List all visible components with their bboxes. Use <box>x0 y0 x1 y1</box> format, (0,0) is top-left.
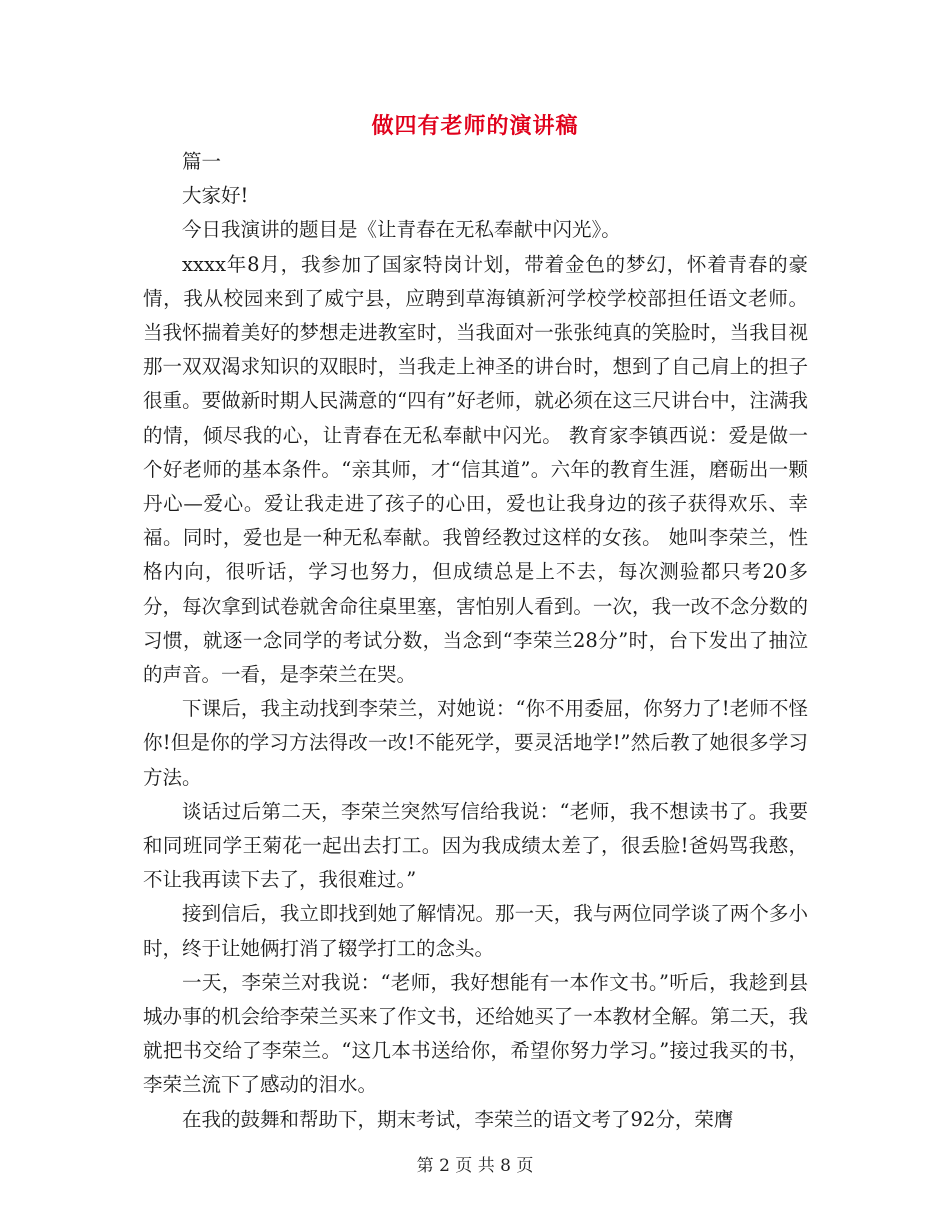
document-title: 做四有老师的演讲稿 <box>371 113 579 139</box>
paragraph: 篇一 <box>182 150 222 173</box>
paragraph: 大家好! <box>182 184 249 208</box>
document-body <box>143 145 808 1137</box>
paragraph: 一天，李荣兰对我说：“老师，我好想能有一本作文书。”听后，我趁到县城办事的机会给李荣兰买来了作文书，还给她买了一本教材全解。第二天，我就把书交给了李荣兰。“这几本书送给你，希望你努力学习。”接过我买的书，李荣兰流下了感动的泪水。 <box>143 970 808 1097</box>
page-footer: 第 2 页 共 8 页 <box>416 1156 534 1176</box>
paragraph: 接到信后，我立即找到她了解情况。那一天，我与两位同学谈了两个多小时，终于让她俩打消了辍学打工的念头。 <box>143 902 808 960</box>
paragraph: xxxx年8月，我参加了国家特岗计划，带着金色的梦幻，怀着青春的豪情，我从校园来到了威宁县，应聘到草海镇新河学校学校部担任语文老师。 当我怀揣着美好的梦想走进教室时，当我面对一张张纯真的笑脸时，当我目视那一双双渴求知识的双眼时，当我走上神圣的讲台时，想到了自己肩上的担子很重。要做新时期人民满意的“四有”好老师，就必须在这三尺讲台中，注满我的情，倾尽我的心，让青春在无私奉献中闪光。 教育家李镇西说：爱是做一个好老师的基本条件。“亲其师，才“信其道”。六年的教育生涯，磨砺出一颗丹心—爱心。爱让我走进了孩子的心田，爱也让我身边的孩子获得欢乐、幸福。同时，爱也是一种无私奉献。我曾经教过这样的女孩。 她叫李荣兰，性格内向，很听话，学习也努力，但成绩总是上不去，每次测验都只考20多分，每次拿到试卷就舍命往桌里塞，害怕别人看到。一次，我一改不念分数的习惯，就逐一念同学的考试分数，当念到“李荣兰28分”时，台下发出了抽泣的声音。一看，是李荣兰在哭。 <box>143 252 808 687</box>
paragraph: 下课后，我主动找到李荣兰，对她说：“你不用委屈，你努力了!老师不怪你!但是你的学习方法得改一改!不能死学，要灵活地学!”然后教了她很多学习方法。 <box>143 697 808 789</box>
paragraph: 在我的鼓舞和帮助下，期末考试，李荣兰的语文考了92分，荣膺 <box>182 1107 734 1131</box>
paragraph: 谈话过后第二天，李荣兰突然写信给我说：“老师，我不想读书了。我要和同班同学王菊花一起出去打工。因为我成绩太差了，很丢脸!爸妈骂我憨，不让我再读下去了，我很难过。” <box>143 799 808 892</box>
paragraph: 今日我演讲的题目是《让青春在无私奉献中闪光》。 <box>182 218 621 242</box>
